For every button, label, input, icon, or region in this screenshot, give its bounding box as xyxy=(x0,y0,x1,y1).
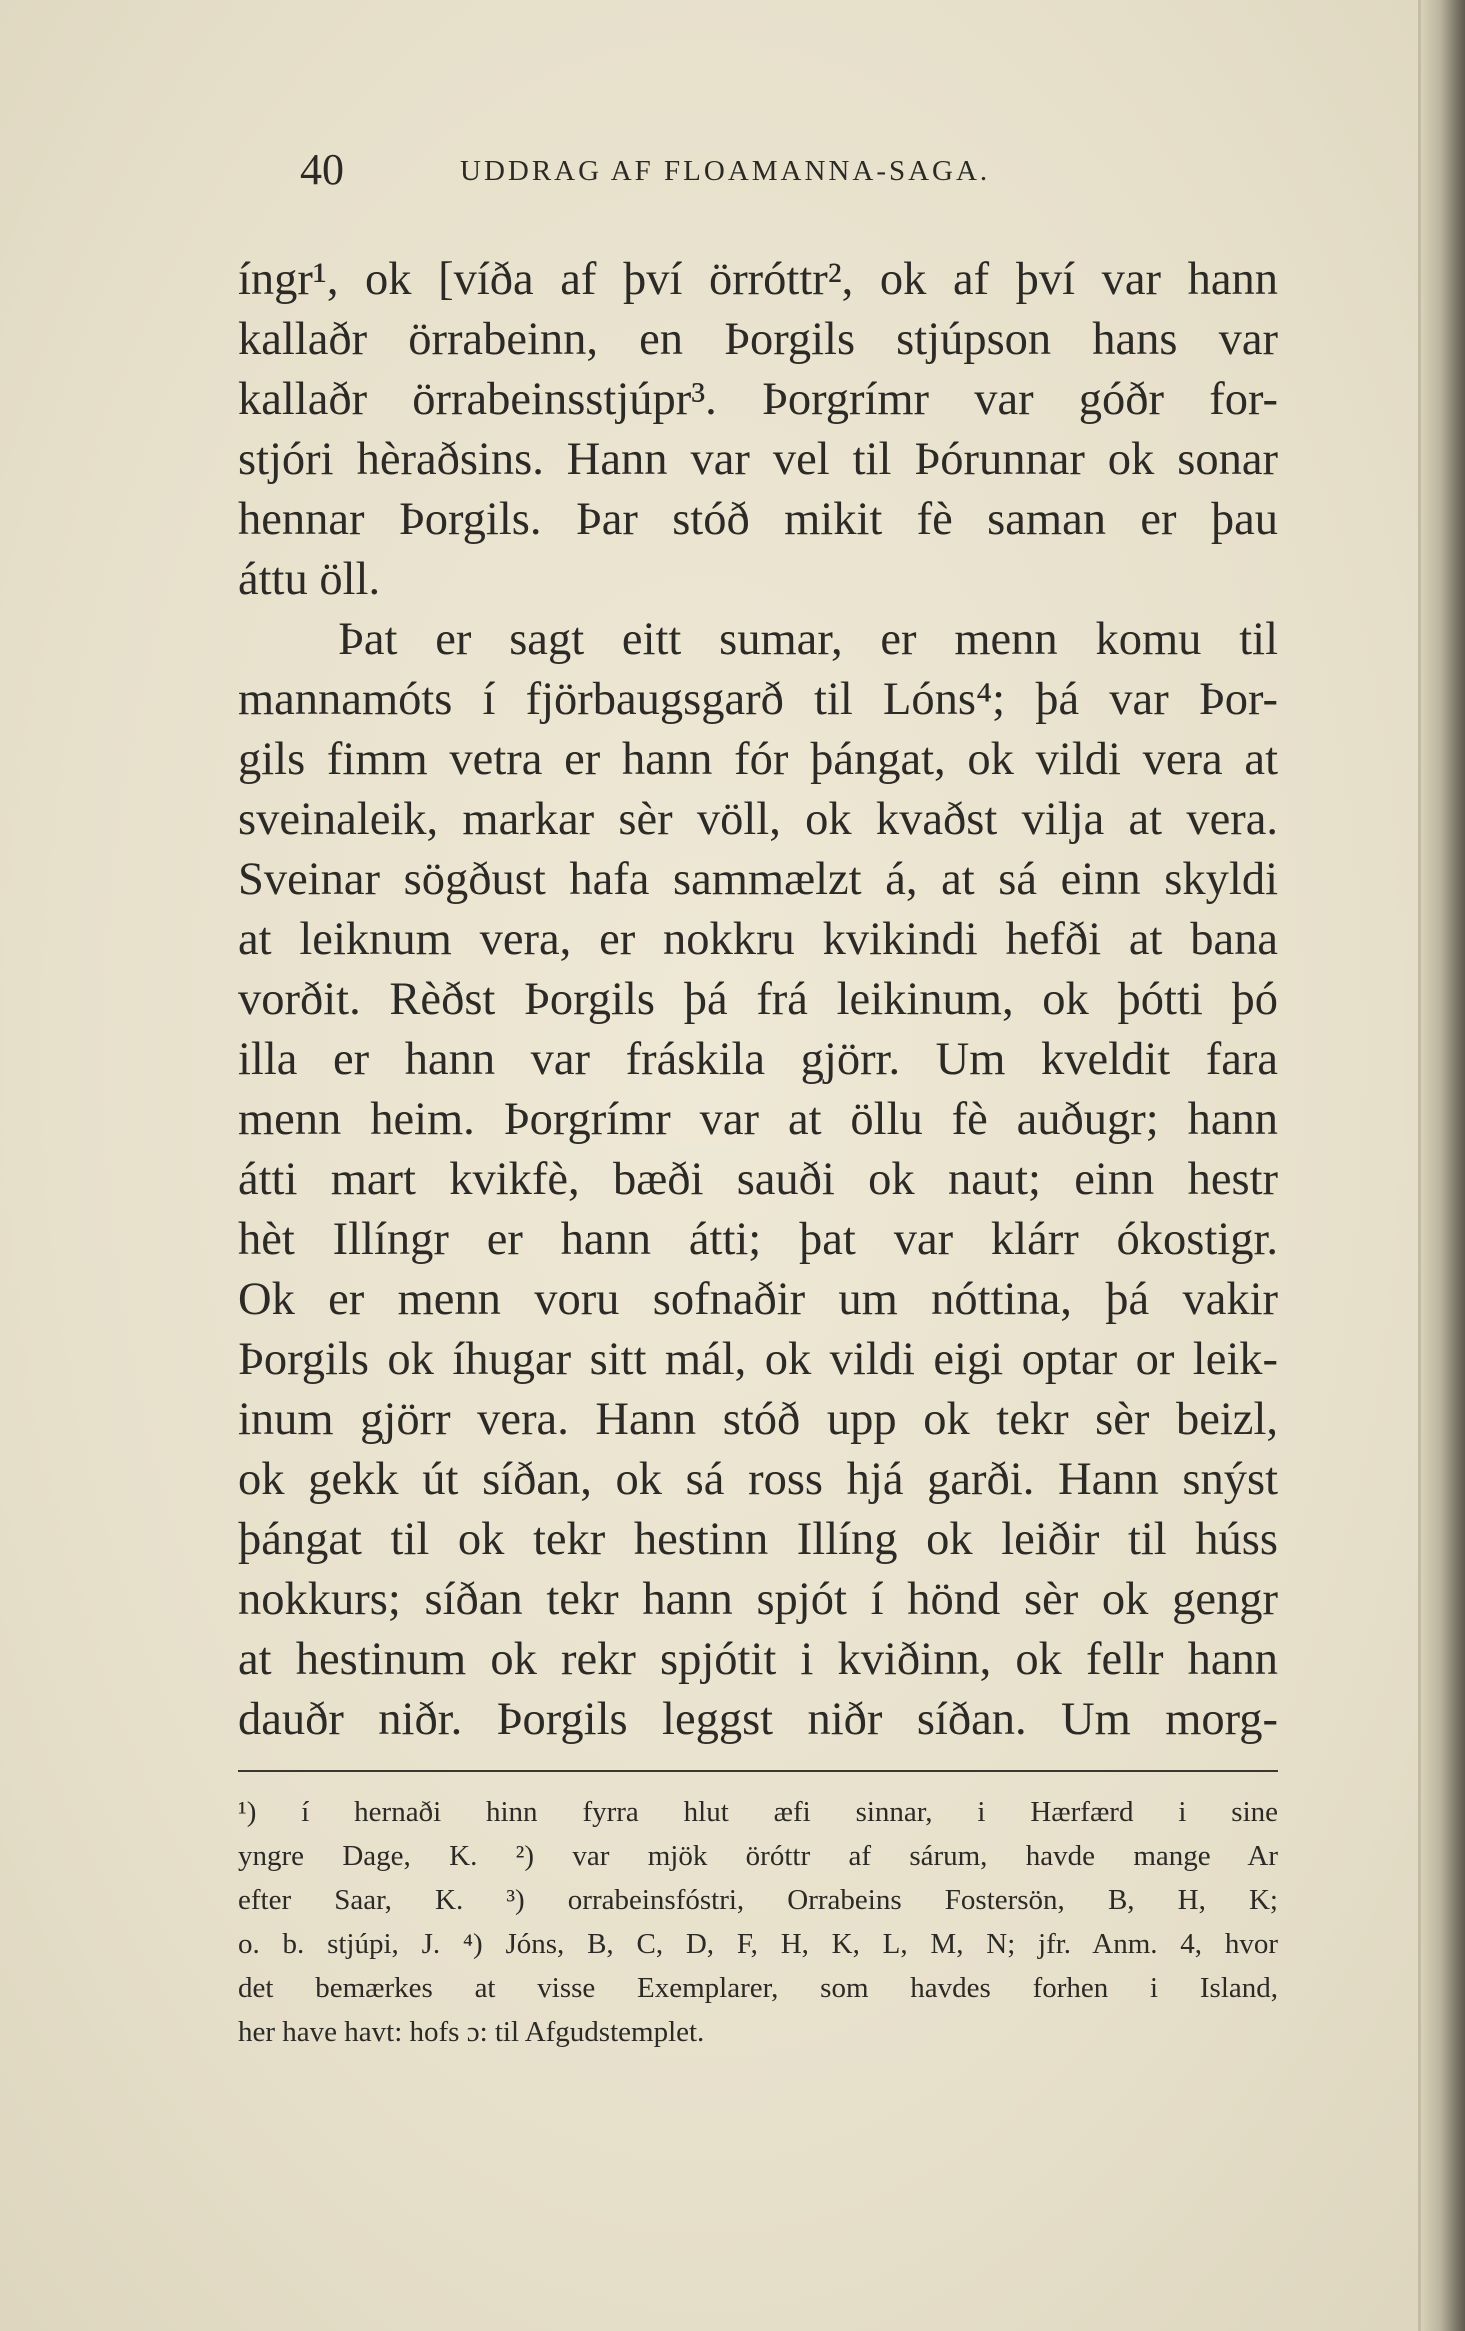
text-line: kallaðr örrabeinsstjúpr³. Þorgrímr var góðr for- xyxy=(238,374,1278,425)
text-line: þángat til ok tekr hestinn Illíng ok leiðir til húss xyxy=(238,1514,1278,1565)
text-line: sveinaleik, markar sèr völl, ok kvaðst vilja at vera. xyxy=(238,794,1278,845)
text-line: mannamóts í fjörbaugsgarð til Lóns⁴; þá var Þor- xyxy=(238,674,1278,725)
footnote-rule xyxy=(238,1770,1278,1772)
text-line: Þat er sagt eitt sumar, er menn komu til xyxy=(338,614,1278,665)
text-line: inum gjörr vera. Hann stóð upp ok tekr sèr beizl, xyxy=(238,1394,1278,1445)
text-line: áttu öll. xyxy=(238,554,381,605)
text-line: Ok er menn voru sofnaðir um nóttina, þá vakir xyxy=(238,1274,1278,1325)
text-line: vorðit. Rèðst Þorgils þá frá leikinum, ok þótti þó xyxy=(238,974,1278,1025)
footnote-line: det bemærkes at visse Exemplarer, som havdes forhen i Island, xyxy=(238,1972,1278,2004)
footnote-line: her have havt: hofs ɔ: til Afgudstemplet. xyxy=(238,2016,705,2048)
text-line: at hestinum ok rekr spjótit i kviðinn, ok fellr hann xyxy=(238,1634,1278,1685)
text-line: átti mart kvikfè, bæði sauði ok naut; einn hestr xyxy=(238,1154,1278,1205)
text-line: nokkurs; síðan tekr hann spjót í hönd sèr ok gengr xyxy=(238,1574,1278,1625)
text-line: kallaðr örrabeinn, en Þorgils stjúpson hans var xyxy=(238,314,1278,365)
text-line: hèt Illíngr er hann átti; þat var klárr ókostigr. xyxy=(238,1214,1278,1265)
running-title: UDDRAG AF FLOAMANNA-SAGA. xyxy=(460,155,991,187)
page-number: 40 xyxy=(300,145,344,194)
text-line: ok gekk út síðan, ok sá ross hjá garði. Hann snýst xyxy=(238,1454,1278,1505)
page-header xyxy=(300,140,1260,200)
footnote-line: o. b. stjúpi, J. ⁴) Jóns, B, C, D, F, H, K, L, M, N; jfr. Anm. 4, hvor xyxy=(238,1928,1278,1960)
footnotes xyxy=(238,1790,1278,2054)
footnote-line: ¹) í hernaði hinn fyrra hlut æfi sinnar, i Hærfærd i sine xyxy=(238,1796,1278,1828)
text-line: hennar Þorgils. Þar stóð mikit fè saman er þau xyxy=(238,494,1278,545)
text-line: Þorgils ok íhugar sitt mál, ok vildi eigi optar or leik- xyxy=(238,1334,1278,1385)
text-line: menn heim. Þorgrímr var at öllu fè auðugr; hann xyxy=(238,1094,1278,1145)
footnote-line: efter Saar, K. ³) orrabeinsfóstri, Orrabeins Fostersön, B, H, K; xyxy=(238,1884,1278,1916)
text-line: dauðr niðr. Þorgils leggst niðr síðan. Um morg- xyxy=(238,1694,1278,1745)
text-line: Sveinar sögðust hafa sammælzt á, at sá einn skyldi xyxy=(238,854,1278,905)
book-gutter-shadow xyxy=(1421,0,1465,2331)
footnote-line: yngre Dage, K. ²) var mjök öróttr af sárum, havde mange Ar xyxy=(238,1840,1278,1872)
text-line: illa er hann var fráskila gjörr. Um kveldit fara xyxy=(238,1034,1278,1085)
text-line: at leiknum vera, er nokkru kvikindi hefði at bana xyxy=(238,914,1278,965)
main-text xyxy=(238,250,1278,1750)
text-line: íngr¹, ok [víða af því örróttr², ok af því var hann xyxy=(238,254,1278,305)
text-line: stjóri hèraðsins. Hann var vel til Þórunnar ok sonar xyxy=(238,434,1278,485)
text-line: gils fimm vetra er hann fór þángat, ok vildi vera at xyxy=(238,734,1278,785)
